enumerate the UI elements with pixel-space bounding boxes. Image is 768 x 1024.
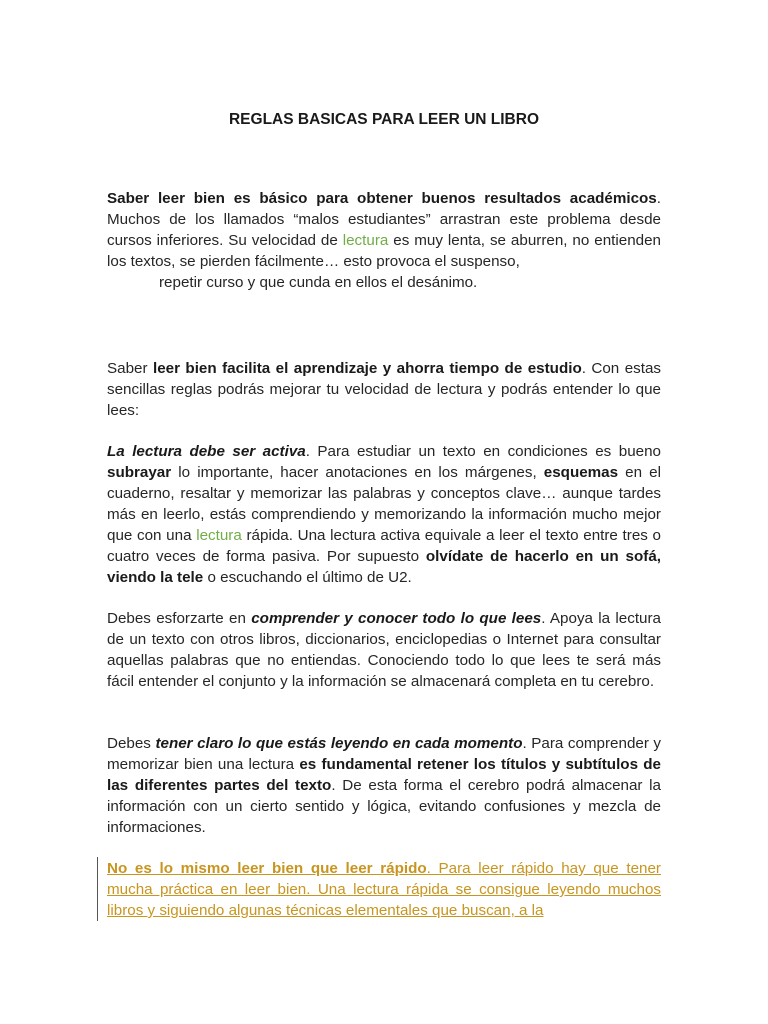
paragraph-comprender: Debes esforzarte en comprender y conocer todo lo que lees. Apoya la lectura de un texto con otros libros, diccionarios, enciclopedias o Internet para consultar aquellas palabras que no entiendas. Conociendo todo lo que lees te será más fácil entender el conjunto y la información se almacenará completa en tu cerebro. (107, 610, 661, 690)
lectura-link[interactable]: lectura (353, 881, 399, 898)
lectura-link[interactable]: lectura (342, 232, 389, 249)
intro-bold: Saber leer bien es básico para obtener buenos resultados académicos (107, 190, 657, 207)
paragraph-lectura-activa: La lectura debe ser activa. Para estudiar un texto en condiciones es bueno subrayar lo importante, hacer anotaciones en los márgenes, esquemas en el cuaderno, resaltar y memorizar las palabras y conceptos clave… aunque tardes más en leerlo, estás comprendiendo y memorizando la información mucho mejor que con una lectura rápida. Una lectura activa equivale a leer el texto entre tres o cuatro veces de forma pasiva. Por supuesto olvídate de hacerlo en un sofá, viendo la tele o escuchando el último de U2. (107, 443, 662, 586)
document-title: REGLAS BASICAS PARA LEER UN LIBRO (228, 111, 539, 128)
paragraph-leer-rapido[interactable]: No es lo mismo leer bien que leer rápido. Para leer rápido hay que tener mucha práctica en leer bien. Una lectura rápida se consigue leyendo muchos libros y siguiendo algunas técnicas elementales que buscan, a la (107, 860, 662, 919)
paragraph-tener-claro: Debes tener claro lo que estás leyendo en cada momento. Para comprender y memorizar bien una lectura es fundamental retener los títulos y subtítulos de las diferentes partes del texto. De esta forma el cerebro podrá almacenar la información con un cierto sentido y lógica, evitando confusiones y mezcla de informaciones. (107, 735, 662, 836)
lectura-link[interactable]: lectura (196, 527, 242, 544)
paragraph-intro: Saber leer bien es básico para obtener buenos resultados académicos. Muchos de los llamados “malos estudiantes” arrastran este problema desde cursos inferiores. Su velocidad de lectura es muy lenta, se aburren, no entienden los textos, se pierden fácilmente… esto provoca el suspenso, repetir curso y que cunda en ellos el desánimo. (107, 190, 661, 291)
change-bar (97, 857, 98, 921)
intro-last-line: repetir curso y que cunda en ellos el desánimo. (159, 274, 478, 291)
paragraph-reglas: Saber leer bien facilita el aprendizaje y ahorra tiempo de estudio. Con estas sencillas reglas podrás mejorar tu velocidad de lectura y podrás entender lo que lees: (107, 360, 661, 419)
